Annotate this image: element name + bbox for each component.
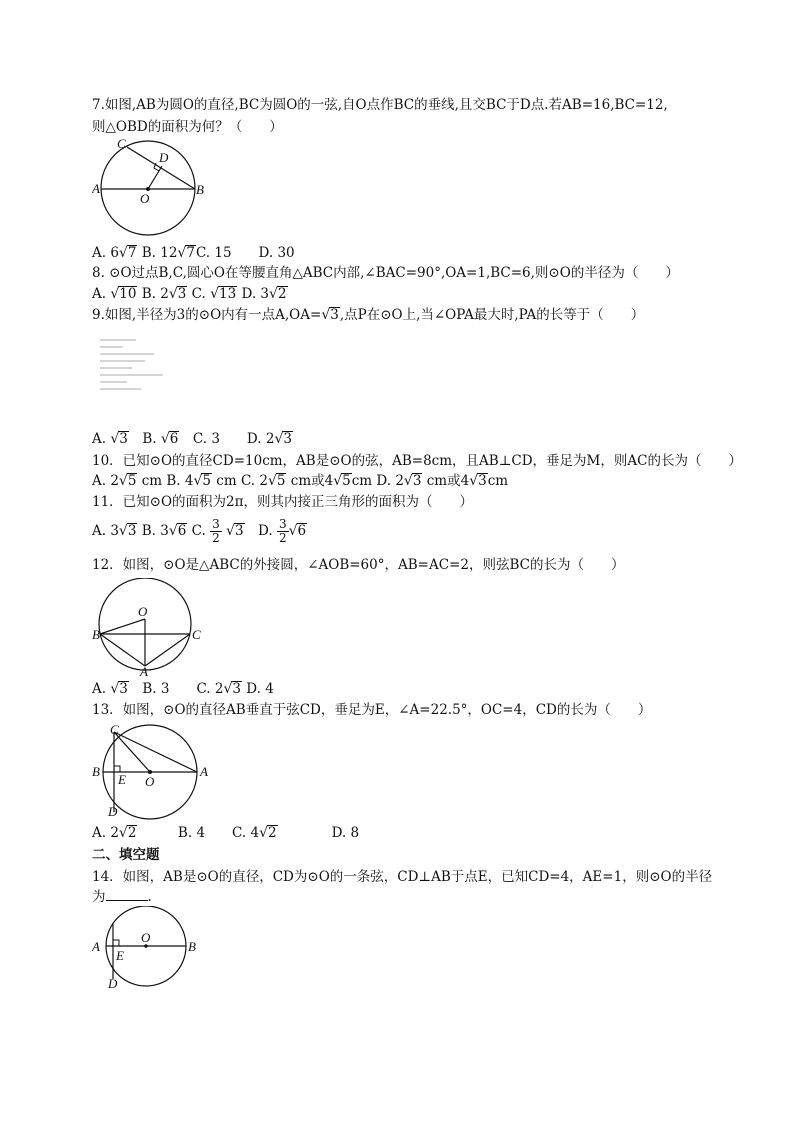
- q7-label-a: A: [92, 181, 100, 196]
- q13-label-c: C: [110, 722, 119, 737]
- q13-label-o: O: [145, 774, 155, 789]
- q12-label-o: O: [138, 604, 148, 619]
- q13-text: 13．如图，⊙O的直径AB垂直于弦CD，垂足为E，∠A=22.5°，OC=4，CD的长为（ ）: [92, 702, 652, 718]
- q14-label-e: E: [116, 948, 124, 963]
- q7-label-o: O: [140, 191, 150, 206]
- q13-label-a: A: [200, 764, 208, 779]
- q12-label-b: B: [92, 627, 100, 642]
- q14-label-d: D: [108, 976, 118, 991]
- q8-text: 8. ⊙O过点B,C,圆心O在等腰直角△ABC内部,∠BAC=90°,OA=1,BC=6,则⊙O的半径为（ ）: [92, 265, 679, 281]
- q8-options: A. √10 B. 2√3 C. √13 D. 3√2: [92, 286, 287, 302]
- q12-options: A. √3 B. 3 C. 2√3 D. 4: [92, 681, 274, 697]
- q10-text: 10．已知⊙O的直径CD=10cm，AB是⊙O的弦，AB=8cm，且AB⊥CD，垂足为M，则AC的长为（ ）: [92, 453, 742, 469]
- q14-text-line1: 14．如图，AB是⊙O的直径，CD为⊙O的一条弦，CD⊥AB于点E，已知CD=4，AE=1，则⊙O的半径: [92, 869, 713, 885]
- q12-label-c: C: [192, 627, 201, 642]
- q7-text-line1: 7.如图,AB为圆O的直径,BC为圆O的一弦,自O点作BC的垂线,且交BC于D点.若AB=16,BC=12,: [92, 97, 668, 113]
- q12-text: 12．如图，⊙O是△ABC的外接圆，∠AOB=60°，AB=AC=2，则弦BC的长为（ ）: [92, 557, 625, 573]
- q7-options: A. 6√7 B. 12√7C. 15 D. 30: [92, 245, 295, 261]
- q13-figure: [92, 722, 217, 822]
- q12-label-a: A: [140, 664, 148, 678]
- q13-options: A. 2√2 B. 4 C. 4√2 D. 8: [92, 825, 360, 841]
- q9-faded-image: [100, 335, 190, 417]
- q14-answer-blank[interactable]: [106, 900, 148, 901]
- q14-figure: [92, 906, 207, 991]
- q7-label-d: D: [159, 150, 169, 165]
- q7-label-c: C: [117, 136, 126, 151]
- q11-options: A. 3√3 B. 3√6 C. $\frac{3}{2}$ √3 D. $\frac{3}{2}$ √6: [92, 517, 307, 545]
- q14-text-line2: 为 .: [92, 889, 152, 905]
- q9-options: A. √3 B. √6 C. 3 D. 2√3: [92, 431, 292, 447]
- q9-text: 9.如图,半径为3的⊙O内有一点A,OA=√3,点P在⊙O上,当∠OPA最大时,PA的长等于（ ）: [92, 307, 645, 323]
- q7-figure: [92, 136, 212, 241]
- q7-label-b: B: [196, 182, 204, 197]
- q12-figure: [92, 578, 207, 678]
- section-heading-fill-in: 二、填空题: [92, 847, 160, 863]
- q14-label-b: B: [188, 939, 196, 954]
- q13-label-e: E: [118, 772, 126, 787]
- q10-options: A. 2√5 cm B. 4√5 cm C. 2√5 cm或4√5cm D. 2√3 cm或4√3cm: [92, 473, 509, 489]
- q13-label-d: D: [108, 804, 118, 819]
- q11-text: 11．已知⊙O的面积为2π，则其内接正三角形的面积为（ ）: [92, 494, 474, 510]
- q14-label-a: A: [92, 939, 100, 954]
- q14-label-o: O: [141, 930, 151, 945]
- q7-text-line2: 则△OBD的面积为何？（ ）: [92, 119, 283, 135]
- q13-label-b: B: [92, 764, 100, 779]
